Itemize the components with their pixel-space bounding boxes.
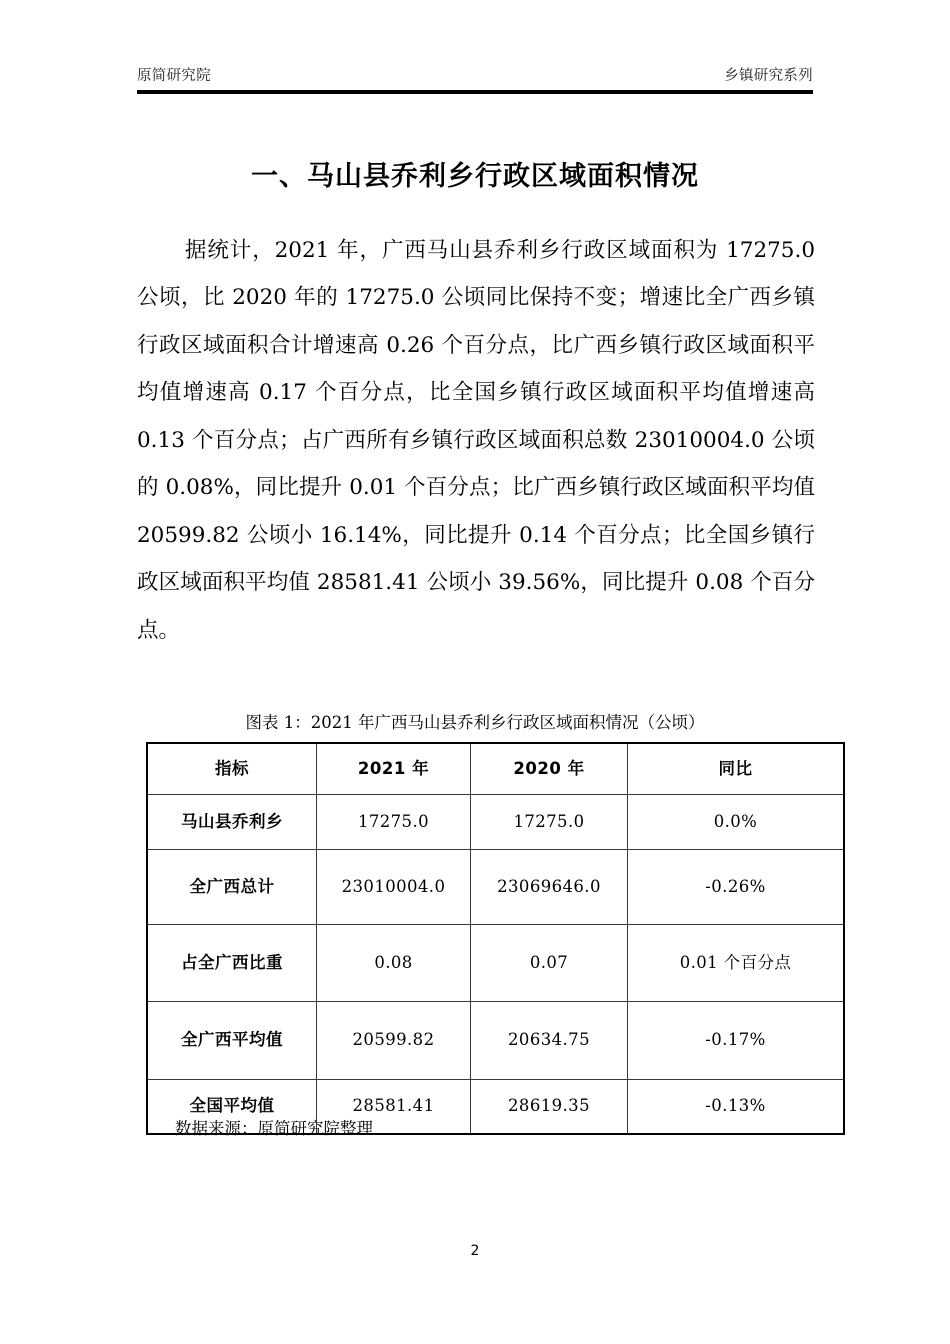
table-row (147, 795, 844, 850)
column-header-2021: 2021 年 (317, 743, 471, 795)
cell-2020: 0.07 (471, 925, 628, 1002)
cell-2020: 20634.75 (471, 1002, 628, 1080)
cell-2021: 28581.41 (317, 1080, 471, 1135)
row-label: 全广西总计 (147, 850, 317, 925)
body-paragraph-text: 据统计，2021 年，广西马山县乔利乡行政区域面积为 17275.0 公顷，比 2020 年的 17275.0 公顷同比保持不变；增速比全广西乡镇行政区域面积合计增速高 0.26 个百分点，比广西乡镇行政区域面积平均值增速高 0.17 个百分点，比全国乡镇行政区域面积平均值增速高 0.13 个百分点；占广西所有乡镇行政区域面积总数 23010004.0 公顷的 0.08%，同比提升 0.01 个百分点；比广西乡镇行政区域面积平均值 20599.82 公顷小 16.14%，同比提升 0.14 个百分点；比全国乡镇行政区域面积平均值 28581.41 公顷小 39.56%，同比提升 0.08 个百分点。 (137, 237, 815, 643)
page-number: 2 (470, 1243, 480, 1259)
row-label: 马山县乔利乡 (147, 795, 317, 850)
cell-2021: 17275.0 (317, 795, 471, 850)
row-label: 占全广西比重 (147, 925, 317, 1002)
data-table-container (146, 742, 806, 1135)
column-header-indicator: 指标 (147, 743, 317, 795)
table-header-row (147, 743, 844, 795)
cell-yoy: 0.0% (628, 795, 845, 850)
cell-2021: 23010004.0 (317, 850, 471, 925)
row-label: 全国平均值 (147, 1080, 317, 1135)
source-note: 数据来源：原简研究院整理 (175, 1119, 373, 1138)
cell-2021: 20599.82 (317, 1002, 471, 1080)
table-caption: 图表 1：2021 年广西马山县乔利乡行政区域面积情况（公顷） (245, 713, 705, 732)
column-header-2020: 2020 年 (471, 743, 628, 795)
table-header (147, 743, 844, 795)
table-row (147, 1002, 844, 1080)
cell-2020: 23069646.0 (471, 850, 628, 925)
cell-yoy: -0.26% (628, 850, 845, 925)
body-paragraph (137, 227, 815, 655)
cell-2020: 28619.35 (471, 1080, 628, 1135)
column-header-yoy: 同比 (628, 743, 845, 795)
section-title: 一、马山县乔利乡行政区域面积情况 (251, 161, 699, 193)
table-body (147, 795, 844, 1135)
area-statistics-table (146, 742, 845, 1135)
cell-2021: 0.08 (317, 925, 471, 1002)
running-header-left: 原简研究院 (137, 68, 211, 84)
cell-yoy: 0.01 个百分点 (628, 925, 845, 1002)
row-label: 全广西平均值 (147, 1002, 317, 1080)
header-divider-rule (137, 90, 813, 94)
running-header (137, 68, 813, 85)
running-header-right: 乡镇研究系列 (724, 68, 813, 84)
table-row (147, 850, 844, 925)
cell-yoy: -0.13% (628, 1080, 845, 1135)
cell-2020: 17275.0 (471, 795, 628, 850)
table-row (147, 925, 844, 1002)
cell-yoy: -0.17% (628, 1002, 845, 1080)
